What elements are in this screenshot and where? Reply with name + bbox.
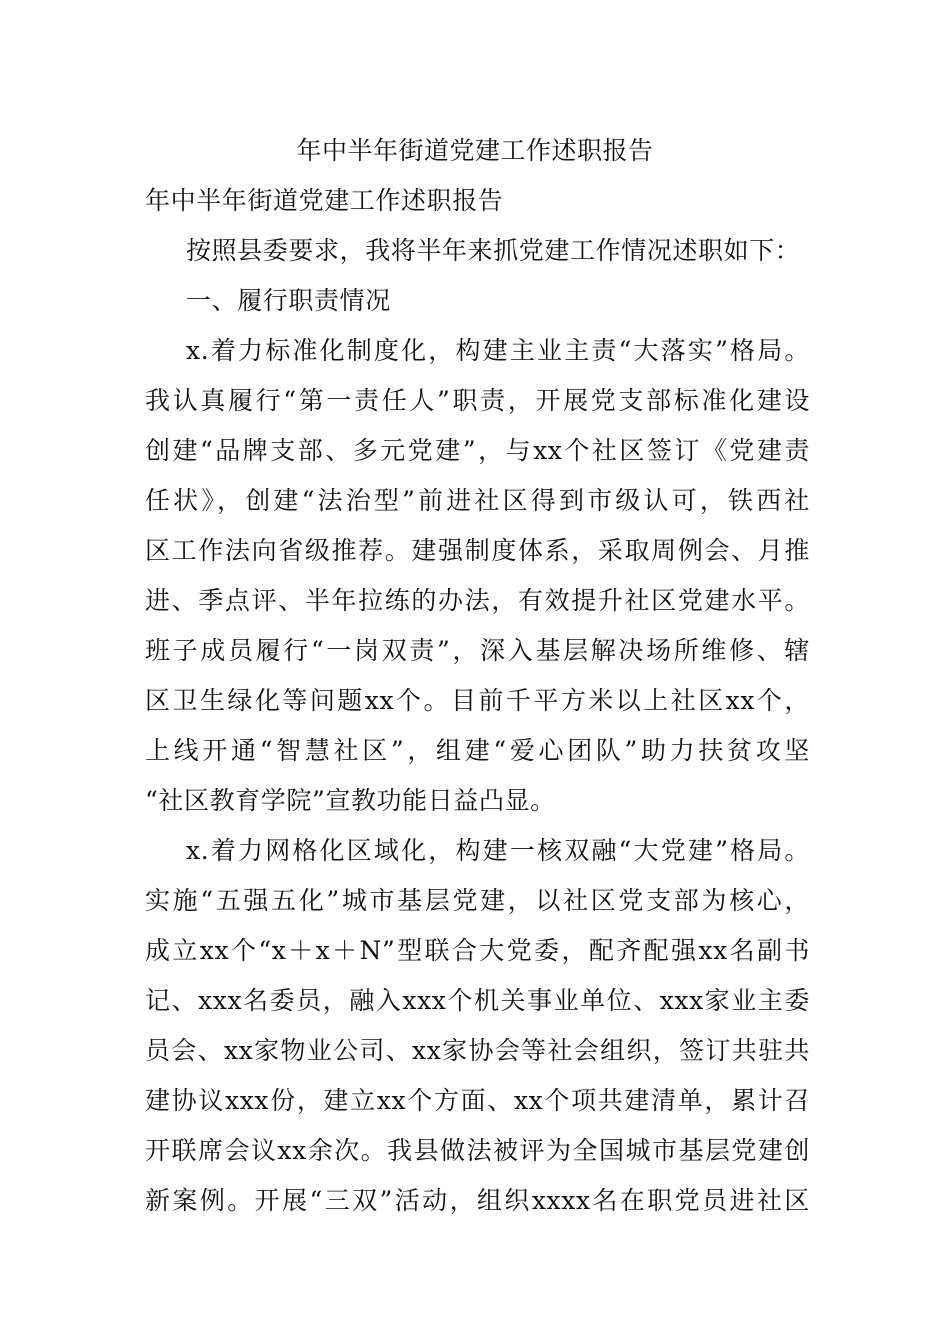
paragraph-line: “社区教育学院”宣教功能日益凸显。 <box>145 786 556 815</box>
paragraph-line: x.着力网格化区域化，构建一核双融“大党建”格局。 <box>186 836 810 865</box>
paragraph-line: 建协议xxx份，建立xx个方面、xx个项共建清单，累计召 <box>145 1086 810 1115</box>
paragraph-line: 上线开通“智慧社区”，组建“爱心团队”助力扶贫攻坚 <box>145 736 810 765</box>
paragraph-line: 进、季点评、半年拉练的办法，有效提升社区党建水平。 <box>145 586 810 615</box>
paragraph-line: 成立xx个“x＋x＋N”型联合大党委，配齐配强xx名副书 <box>145 936 810 965</box>
paragraph-line: 员会、xx家物业公司、xx家协会等社会组织，签订共驻共 <box>145 1036 810 1065</box>
section-heading: 一、履行职责情况 <box>186 286 391 315</box>
paragraph-line: x.着力标准化制度化，构建主业主责“大落实”格局。 <box>186 336 810 365</box>
paragraph-line: 任状》，创建“法治型”前进社区得到市级认可，铁西社 <box>145 486 810 515</box>
paragraph-line: 实施“五强五化”城市基层党建，以社区党支部为核心， <box>145 886 810 915</box>
document-subtitle: 年中半年街道党建工作述职报告 <box>145 186 504 215</box>
paragraph-line: 新案例。开展“三双”活动，组织xxxx名在职党员进社区 <box>145 1186 810 1215</box>
paragraph-line: 区卫生绿化等问题xx个。目前千平方米以上社区xx个， <box>145 686 810 715</box>
paragraph-line: 开联席会议xx余次。我县做法被评为全国城市基层党建创 <box>145 1136 810 1165</box>
paragraph-line: 区工作法向省级推荐。建强制度体系，采取周例会、月推 <box>145 536 810 565</box>
paragraph-line: 我认真履行“第一责任人”职责，开展党支部标准化建设 <box>145 386 810 415</box>
paragraph-line: 按照县委要求，我将半年来抓党建工作情况述职如下： <box>186 236 801 265</box>
paragraph-line: 班子成员履行“一岗双责”，深入基层解决场所维修、辖 <box>145 636 810 665</box>
paragraph-line: 创建“品牌支部、多元党建”，与xx个社区签订《党建责 <box>145 436 810 465</box>
document-title: 年中半年街道党建工作述职报告 <box>296 136 654 165</box>
paragraph-line: 记、xxx名委员，融入xxx个机关事业单位、xxx家业主委 <box>145 986 810 1015</box>
